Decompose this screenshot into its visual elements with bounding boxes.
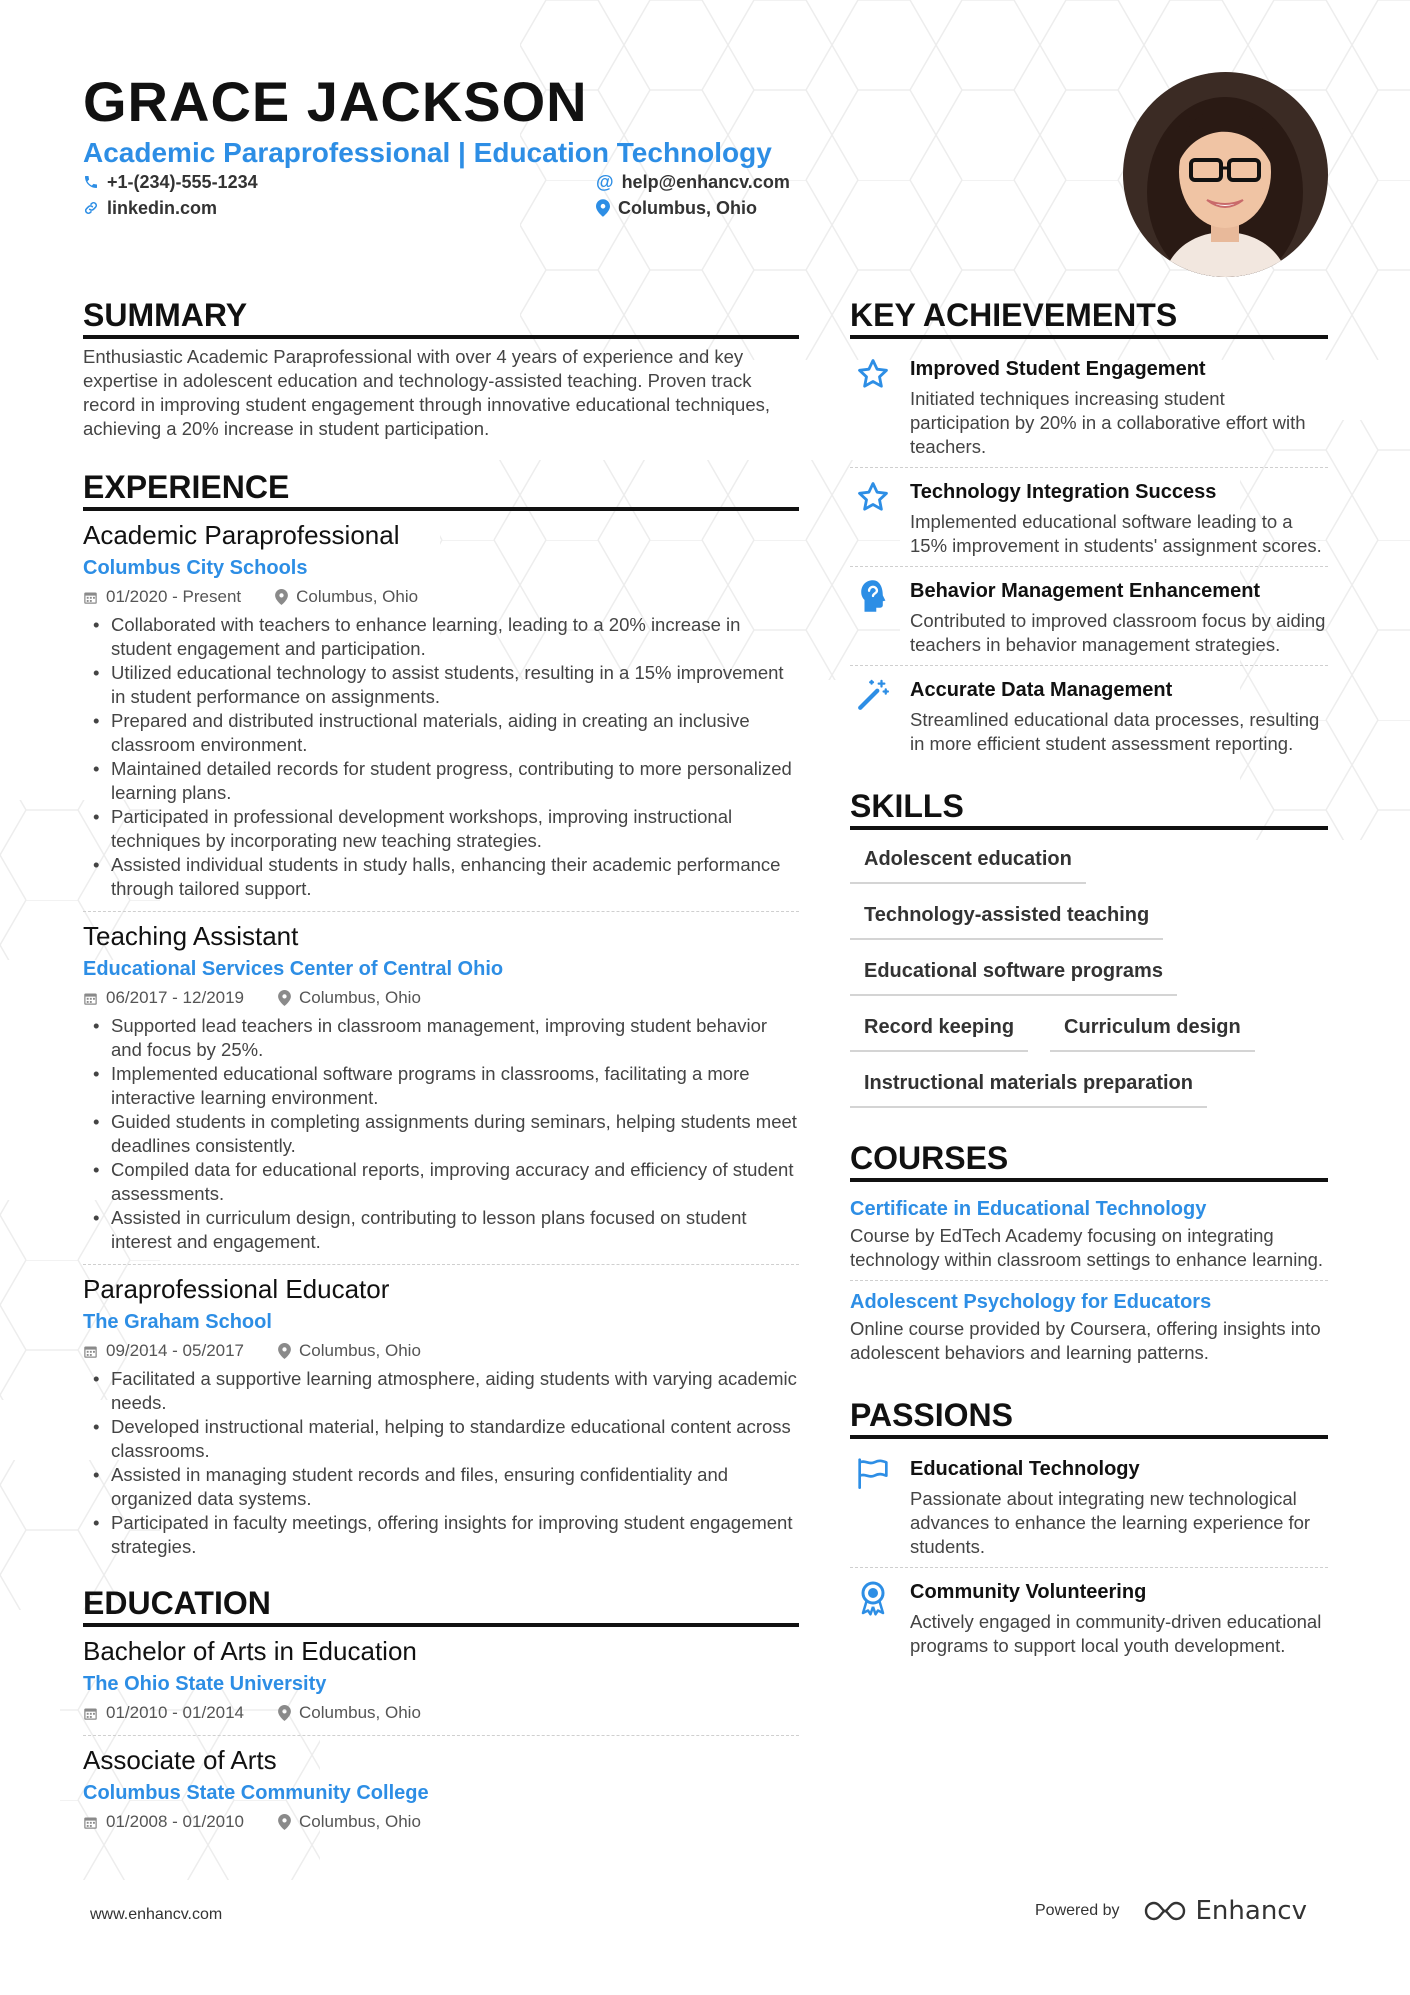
degree: Associate of Arts	[83, 1745, 277, 1775]
achievement-desc: Contributed to improved classroom focus by aiding teachers in behavior management strategies.	[910, 610, 1326, 655]
course-title: Adolescent Psychology for Educators	[850, 1291, 1212, 1313]
job-bullet: • Facilitated a supportive learning atmosphere, aiding students with varying academic needs.	[83, 1367, 799, 1415]
achievement-item	[850, 567, 1328, 666]
calendar-icon	[83, 590, 98, 605]
skill-tag: Adolescent education	[850, 836, 1086, 884]
footer-branding	[1035, 1896, 1307, 1926]
education-meta	[83, 1701, 799, 1725]
courses-heading: COURSES	[850, 1138, 1328, 1182]
skill-tag: Instructional materials preparation	[850, 1060, 1207, 1108]
location-pin-icon	[278, 1343, 291, 1359]
linkedin-text[interactable]: linkedin.com	[107, 198, 218, 218]
location-pin-icon	[278, 1814, 291, 1830]
achievement-title: Improved Student Engagement	[910, 358, 1206, 380]
job-bullets	[83, 613, 799, 901]
phone-text: +1-(234)-555-1234	[107, 172, 258, 192]
head-icon	[857, 579, 889, 613]
location-pin-icon	[275, 589, 288, 605]
job-bullet: • Supported lead teachers in classroom management, improving student behavior and focus by 25%.	[83, 1014, 799, 1062]
at-icon: @	[596, 172, 614, 192]
passion-item	[850, 1445, 1328, 1568]
achievements-heading: KEY ACHIEVEMENTS	[850, 295, 1328, 339]
job-bullet: • Assisted in managing student records and files, ensuring confidentiality and organized data systems.	[83, 1463, 799, 1511]
brand-name: Enhancv	[1195, 1896, 1307, 1926]
education-dates: 01/2010 - 01/2014	[106, 1703, 245, 1722]
job-bullet: • Assisted in curriculum design, contributing to lesson plans focused on student interest and engagement.	[83, 1206, 799, 1254]
job-bullet: • Developed instructional material, helping to standardize educational content across classrooms.	[83, 1415, 799, 1463]
achievement-item	[850, 345, 1328, 468]
skill-tag: Record keeping	[850, 1004, 1028, 1052]
job-dates: 01/2020 - Present	[106, 587, 242, 606]
achievement-desc: Streamlined educational data processes, resulting in more efficient student assessment reporting.	[910, 709, 1320, 754]
education-meta	[83, 1810, 799, 1834]
powered-by-label: Powered by	[1035, 1902, 1120, 1919]
achievement-title: Technology Integration Success	[910, 481, 1217, 503]
skill-tag: Technology-assisted teaching	[850, 892, 1163, 940]
summary-section	[83, 295, 799, 441]
passion-desc: Actively engaged in community-driven educational programs to support local youth development.	[910, 1611, 1322, 1656]
location-contact	[596, 196, 757, 220]
location-pin-icon	[278, 990, 291, 1006]
job-role: Academic Paraprofessional	[83, 520, 400, 550]
location-text: Columbus, Ohio	[618, 198, 757, 218]
job-entry	[83, 517, 799, 901]
job-bullets	[83, 1014, 799, 1254]
location-pin-icon	[278, 1705, 291, 1721]
job-meta	[83, 585, 799, 609]
skills-heading: SKILLS	[850, 786, 1328, 830]
job-bullet: • Collaborated with teachers to enhance learning, leading to a 20% increase in student engagement and participation.	[83, 613, 799, 661]
achievement-title: Accurate Data Management	[910, 679, 1173, 701]
enhancv-logo-icon	[1142, 1899, 1188, 1923]
job-bullet: • Assisted individual students in study halls, enhancing their academic performance through tailored support.	[83, 853, 799, 901]
experience-section	[83, 467, 799, 1559]
education-dates: 01/2008 - 01/2010	[106, 1812, 245, 1831]
job-bullets	[83, 1367, 799, 1559]
profile-photo	[1123, 72, 1328, 277]
divider	[83, 911, 799, 912]
job-dates: 06/2017 - 12/2019	[106, 988, 245, 1007]
phone-contact	[83, 170, 258, 194]
job-bullet: • Prepared and distributed instructional materials, aiding in creating an inclusive classroom environment.	[83, 709, 799, 757]
footer-website[interactable]: www.enhancv.com	[90, 1906, 223, 1923]
calendar-icon	[83, 1815, 98, 1830]
candidate-title: Academic Paraprofessional | Education Technology	[83, 137, 772, 168]
award-ribbon-icon	[858, 1580, 888, 1616]
job-bullet: • Participated in faculty meetings, offering insights for improving student engagement strategies.	[83, 1511, 799, 1559]
job-dates: 09/2014 - 05/2017	[106, 1341, 245, 1360]
calendar-icon	[83, 1344, 98, 1359]
star-icon	[855, 357, 891, 391]
job-bullet: • Participated in professional development workshops, improving instructional techniques by incorporating new teaching strategies.	[83, 805, 799, 853]
course-title: Certificate in Educational Technology	[850, 1198, 1207, 1220]
brand-logo[interactable]	[1142, 1896, 1307, 1926]
passion-title: Educational Technology	[910, 1458, 1140, 1480]
summary-heading: SUMMARY	[83, 295, 799, 339]
magic-wand-icon	[856, 678, 890, 712]
passion-desc: Passionate about integrating new technological advances to enhance the learning experience for students.	[910, 1488, 1311, 1557]
passions-heading: PASSIONS	[850, 1395, 1328, 1439]
job-role: Teaching Assistant	[83, 921, 299, 951]
job-location: Columbus, Ohio	[299, 1341, 421, 1360]
left-column	[83, 295, 799, 1834]
calendar-icon	[83, 1706, 98, 1721]
achievement-item	[850, 468, 1328, 567]
achievement-item	[850, 666, 1328, 764]
candidate-name: GRACE JACKSON	[83, 70, 588, 133]
school: Columbus State Community College	[83, 1782, 429, 1804]
location-pin-icon	[596, 199, 610, 217]
job-bullet: • Implemented educational software programs in classrooms, facilitating a more interactive learning environment.	[83, 1062, 799, 1110]
passions-section	[850, 1395, 1328, 1666]
divider	[83, 1735, 799, 1736]
calendar-icon	[83, 991, 98, 1006]
education-entry	[83, 1742, 799, 1834]
courses-section	[850, 1138, 1328, 1373]
email-text[interactable]: help@enhancv.com	[621, 172, 790, 192]
job-bullet: • Guided students in completing assignments during seminars, helping students meet deadlines consistently.	[83, 1110, 799, 1158]
achievement-title: Behavior Management Enhancement	[910, 580, 1261, 602]
job-location: Columbus, Ohio	[296, 587, 419, 606]
job-company: Educational Services Center of Central Ohio	[83, 958, 504, 980]
email-contact[interactable]	[596, 170, 790, 194]
achievement-desc: Initiated techniques increasing student participation by 20% in a collaborative effort with teachers.	[910, 388, 1306, 457]
school: The Ohio State University	[83, 1673, 327, 1695]
linkedin-contact[interactable]	[83, 196, 217, 220]
summary-text: Enthusiastic Academic Paraprofessional with over 4 years of experience and key expertise in adolescent education and technology-assisted teaching. Proven track record in improving student engagement through innovative educational techniques, achieving a 20% increase in student participation.	[83, 346, 771, 439]
course-item	[850, 1188, 1328, 1281]
job-company: The Graham School	[83, 1311, 272, 1333]
education-heading: EDUCATION	[83, 1583, 799, 1627]
job-location: Columbus, Ohio	[299, 988, 421, 1007]
degree: Bachelor of Arts in Education	[83, 1636, 417, 1666]
passion-title: Community Volunteering	[910, 1581, 1147, 1603]
right-column	[850, 295, 1328, 1666]
star-icon	[855, 480, 891, 514]
link-icon	[83, 200, 99, 216]
skill-tag: Curriculum design	[1050, 1004, 1255, 1052]
experience-heading: EXPERIENCE	[83, 467, 799, 511]
job-role: Paraprofessional Educator	[83, 1274, 390, 1304]
job-bullet: • Utilized educational technology to assist students, resulting in a 15% improvement in student performance on assignments.	[83, 661, 799, 709]
education-location: Columbus, Ohio	[299, 1703, 421, 1722]
skills-list	[850, 836, 1328, 1116]
achievement-desc: Implemented educational software leading to a 15% improvement in students' assignment scores.	[910, 511, 1322, 556]
divider	[83, 1264, 799, 1265]
education-location: Columbus, Ohio	[299, 1812, 421, 1831]
course-item	[850, 1281, 1328, 1373]
skills-section	[850, 786, 1328, 1116]
education-section	[83, 1583, 799, 1834]
job-entry	[83, 1271, 799, 1559]
course-desc: Online course provided by Coursera, offering insights into adolescent behaviors and learning patterns.	[850, 1318, 1321, 1363]
job-company: Columbus City Schools	[83, 557, 308, 579]
job-meta	[83, 986, 799, 1010]
phone-icon	[83, 174, 99, 190]
skill-tag: Educational software programs	[850, 948, 1177, 996]
flag-icon	[855, 1457, 891, 1489]
education-entry	[83, 1633, 799, 1725]
achievements-section	[850, 295, 1328, 764]
course-desc: Course by EdTech Academy focusing on integrating technology within classroom settings to enhance learning.	[850, 1225, 1324, 1270]
job-meta	[83, 1339, 799, 1363]
job-bullet: • Maintained detailed records for student progress, contributing to more personalized learning plans.	[83, 757, 799, 805]
job-entry	[83, 918, 799, 1254]
job-bullet: • Compiled data for educational reports, improving accuracy and efficiency of student assessments.	[83, 1158, 799, 1206]
passion-item	[850, 1568, 1328, 1666]
